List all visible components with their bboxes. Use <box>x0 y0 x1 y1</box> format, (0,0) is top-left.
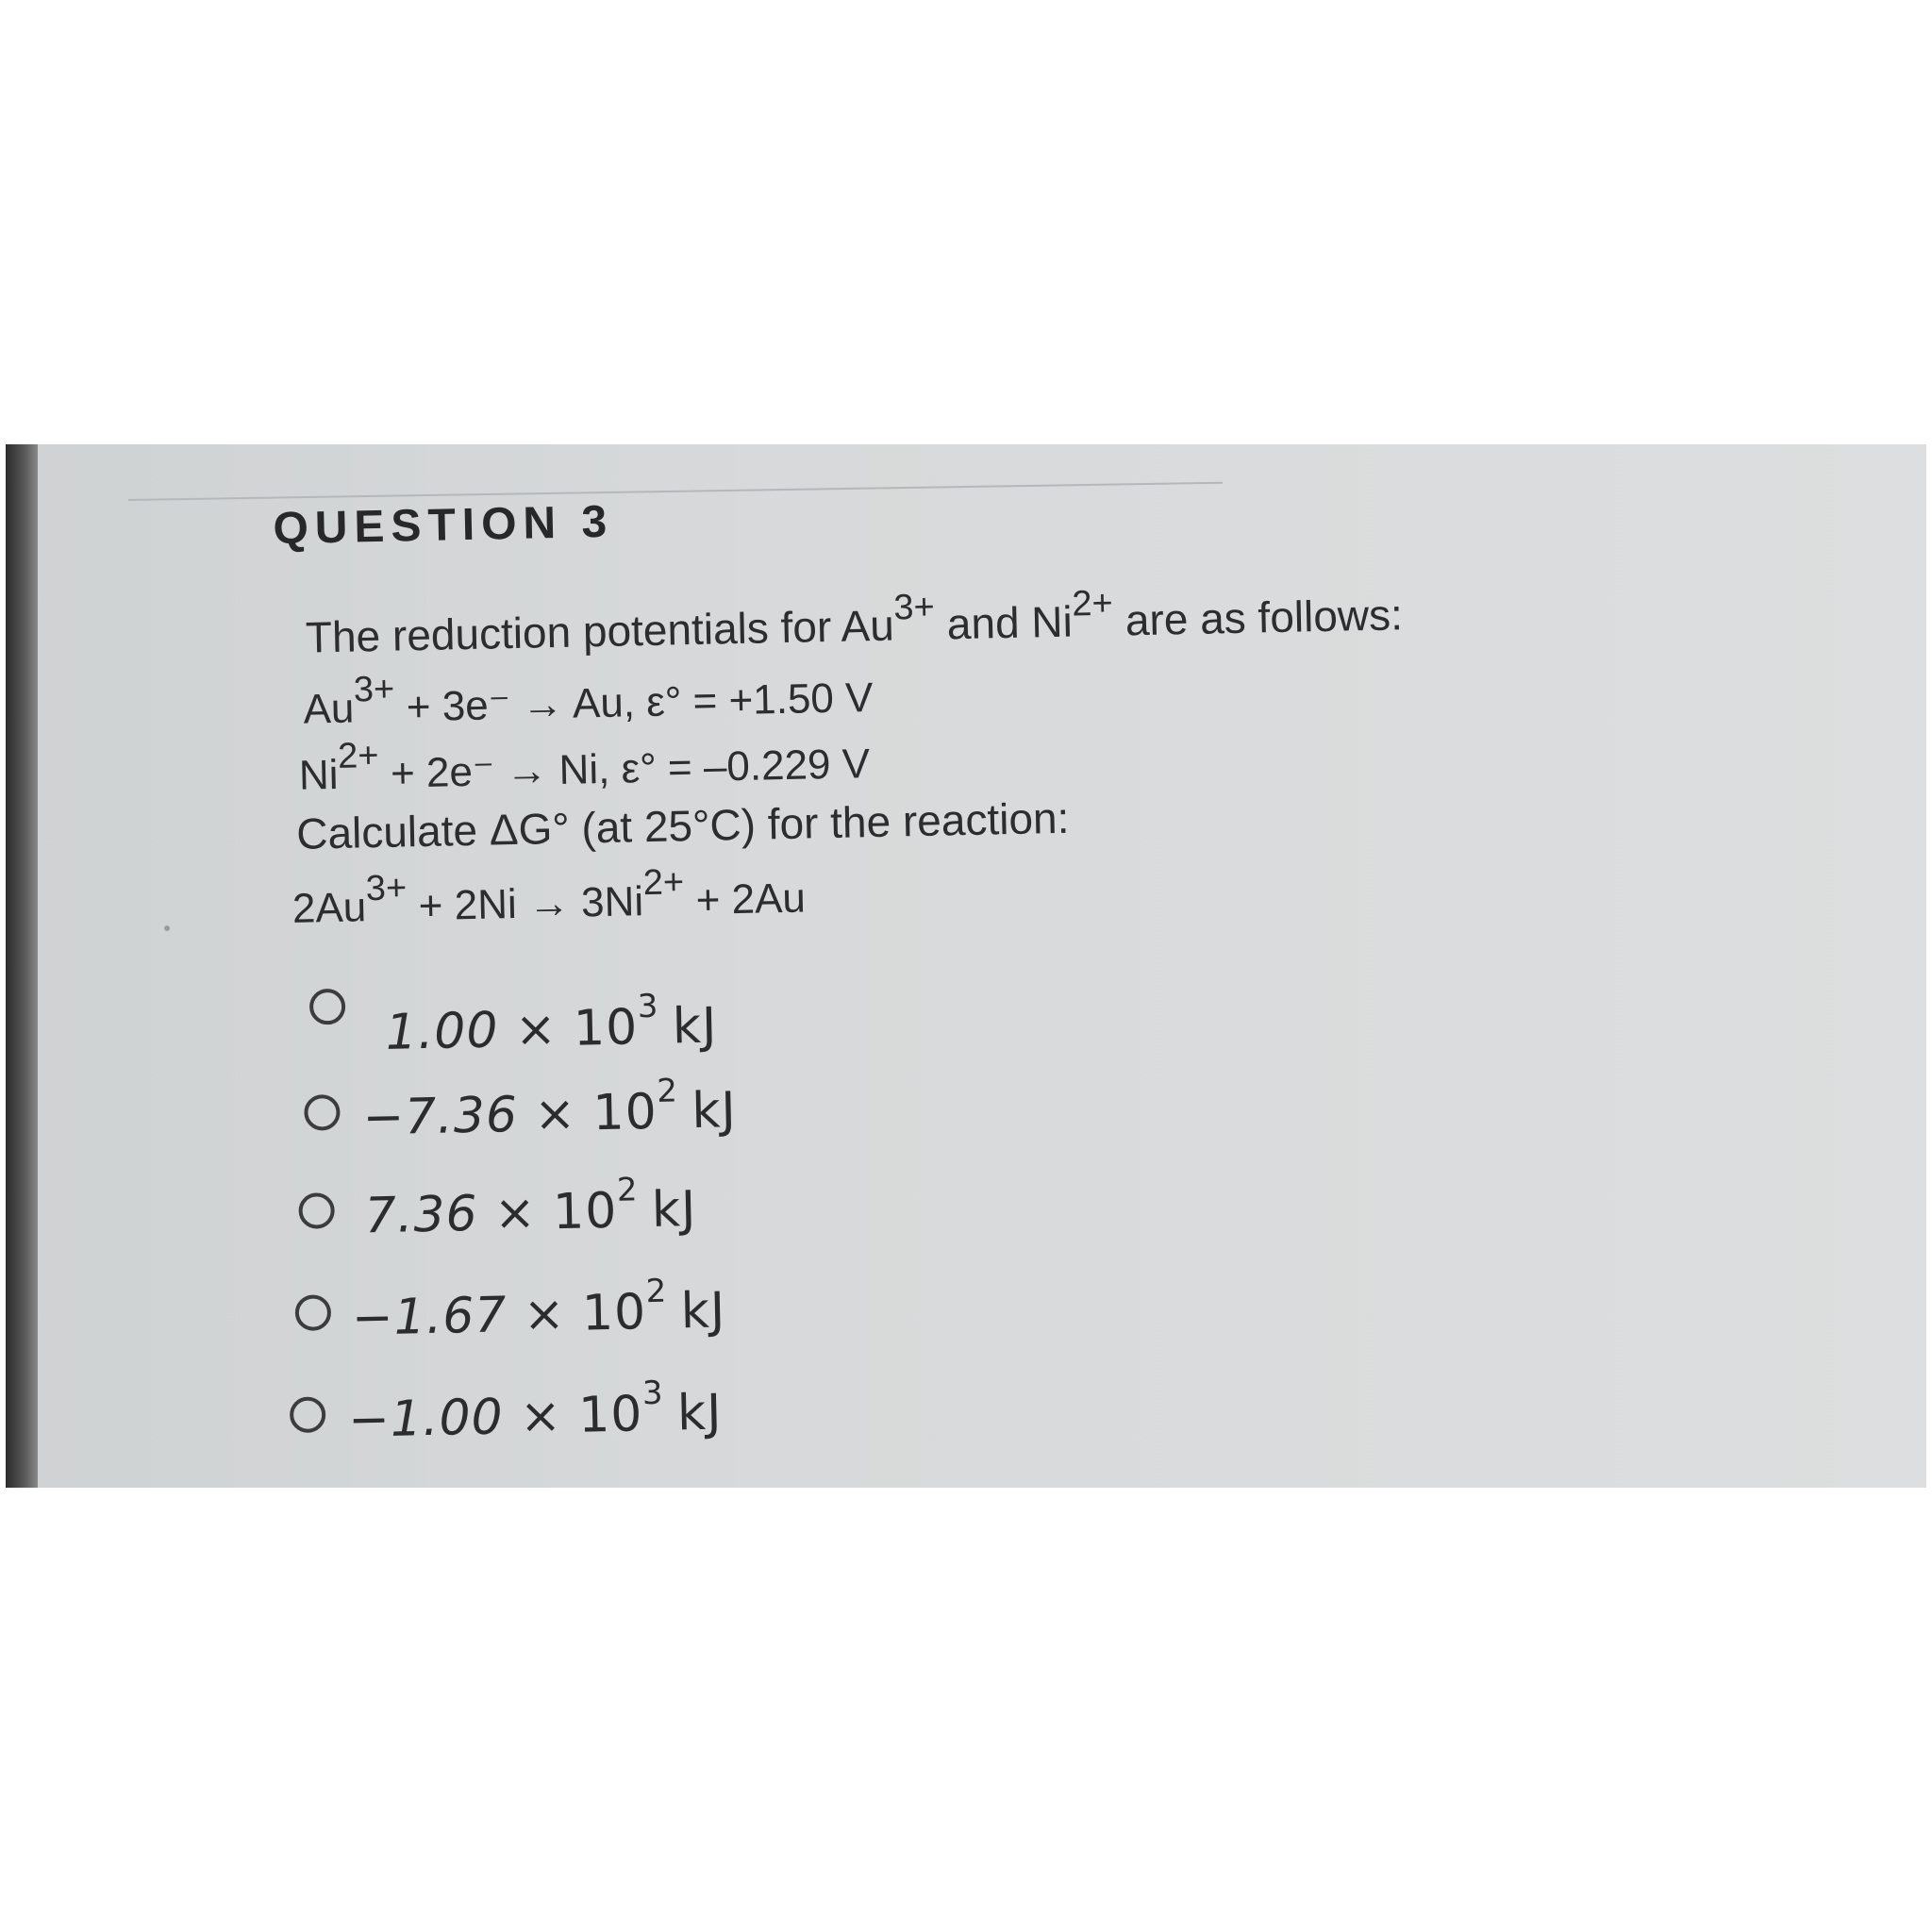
eq1-charge: 3+ <box>353 669 395 710</box>
option-5-exponent: 3 <box>641 1374 665 1413</box>
radio-button-icon[interactable] <box>298 1192 335 1229</box>
overall-reaction <box>291 862 807 933</box>
eq2-charge: 2+ <box>337 735 379 776</box>
option-5-value <box>347 1374 724 1449</box>
eq2-rest: + 2e⁻ → Ni, ε° = –0.229 V <box>378 741 871 797</box>
calculate-instruction: Calculate ΔG° (at 25°C) for the reaction: <box>295 792 1070 858</box>
option-4-value <box>351 1272 726 1347</box>
option-2-exponent: 2 <box>656 1072 679 1110</box>
option-4-exponent: 2 <box>645 1272 668 1311</box>
option-3-unit: kJ <box>651 1181 698 1240</box>
option-4-mantissa: −1.67 <box>351 1287 508 1347</box>
option-3-value <box>364 1171 698 1245</box>
option-1-unit: kJ <box>672 997 718 1056</box>
prompt-text-2: and Ni <box>934 596 1074 649</box>
half-reaction-nickel <box>298 735 871 800</box>
option-4-unit: kJ <box>680 1282 726 1341</box>
option-5-mantissa: −1.00 <box>347 1389 505 1449</box>
option-2-unit: kJ <box>691 1082 738 1141</box>
option-5-times: × 10 <box>519 1386 644 1445</box>
option-2-mantissa: −7.36 <box>361 1086 519 1147</box>
option-3-exponent: 2 <box>616 1171 639 1209</box>
question-prompt <box>305 583 1404 662</box>
prompt-charge-au: 3+ <box>892 587 936 628</box>
option-4-times: × 10 <box>523 1284 647 1343</box>
question-title: QUESTION 3 <box>272 496 614 555</box>
half-reaction-gold <box>303 669 874 734</box>
prompt-charge-ni: 2+ <box>1071 583 1114 625</box>
option-3-times: × 10 <box>493 1182 618 1242</box>
option-2-times: × 10 <box>533 1083 658 1143</box>
radio-button-icon[interactable] <box>290 1396 326 1433</box>
option-1-mantissa: 1.00 <box>385 1002 500 1061</box>
rxn-charge-1: 3+ <box>365 868 408 909</box>
option-1-value <box>385 987 718 1061</box>
option-1-times: × 10 <box>514 999 639 1059</box>
radio-button-icon[interactable] <box>295 1294 332 1331</box>
rxn-part-3: + 2Au <box>683 874 807 924</box>
option-2-value <box>361 1072 738 1147</box>
question-panel <box>6 444 1926 1488</box>
prompt-text-3: are as follows: <box>1112 590 1404 645</box>
eq1-species: Au <box>303 685 355 733</box>
prompt-text-1: The reduction potentials for Au <box>305 600 895 662</box>
eq2-species: Ni <box>298 751 340 799</box>
eq1-rest: + 3e⁻ → Au, ε° = +1.50 V <box>394 675 874 731</box>
rxn-charge-2: 2+ <box>642 862 685 904</box>
radio-button-icon[interactable] <box>309 989 346 1025</box>
option-3-mantissa: 7.36 <box>364 1185 479 1245</box>
rxn-part-2: + 2Ni → 3Ni <box>407 878 644 930</box>
rxn-part-1: 2Au <box>291 884 367 932</box>
monitor-screen <box>6 444 1926 1488</box>
radio-button-icon[interactable] <box>304 1094 341 1131</box>
option-5-unit: kJ <box>676 1384 724 1442</box>
option-1-exponent: 3 <box>637 987 659 1026</box>
